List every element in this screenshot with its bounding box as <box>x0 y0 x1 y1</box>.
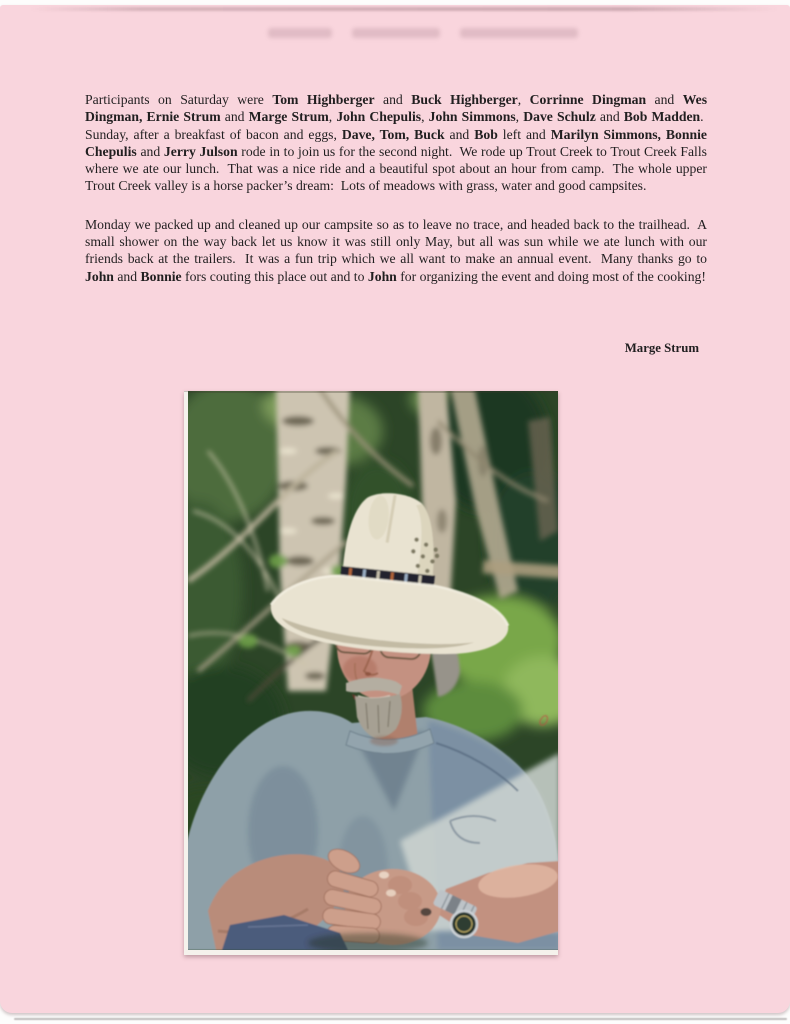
paragraph: Participants on Saturday were Tom Highberger and Buck Highberger, Corrinne Dingman and Wes Dingman, Ernie Strum and Marge Strum, John Chepulis, John Simmons, Dave Schulz and Bob Madden. Sunday, after a breakfast of bacon and eggs, Dave, Tom, Buck and Bob left and Marilyn Simmons, Bonnie Chepulis and Jerry Julson rode in to join us for the second night. We rode up Trout Creek to Trout Creek Falls where we ate our lunch. That was a nice ride and a beautiful spot about an hour from camp. The whole upper Trout Creek valley is a horse packer’s dream: Lots of meadows with grass, water and good campsites. <box>85 92 708 194</box>
photo <box>184 391 558 955</box>
signature: Marge Strum <box>624 341 699 355</box>
scanner-edge-line <box>14 1018 787 1020</box>
article-text <box>85 91 707 306</box>
photo-image <box>188 391 558 950</box>
scanned-page <box>0 5 790 1013</box>
paragraph: Monday we packed up and cleaned up our campsite so as to leave no trace, and headed back to the trailhead. A small shower on the way back let us know it was still only May, but all was sun while we ate lunch with our friends back at the trailers. It was a fun trip which we all want to make an annual event. Many thanks go to John and Bonnie fors couting this place out and to John for organizing the event and doing most of the cooking! <box>85 216 707 284</box>
bleed-through-marks <box>268 28 578 40</box>
